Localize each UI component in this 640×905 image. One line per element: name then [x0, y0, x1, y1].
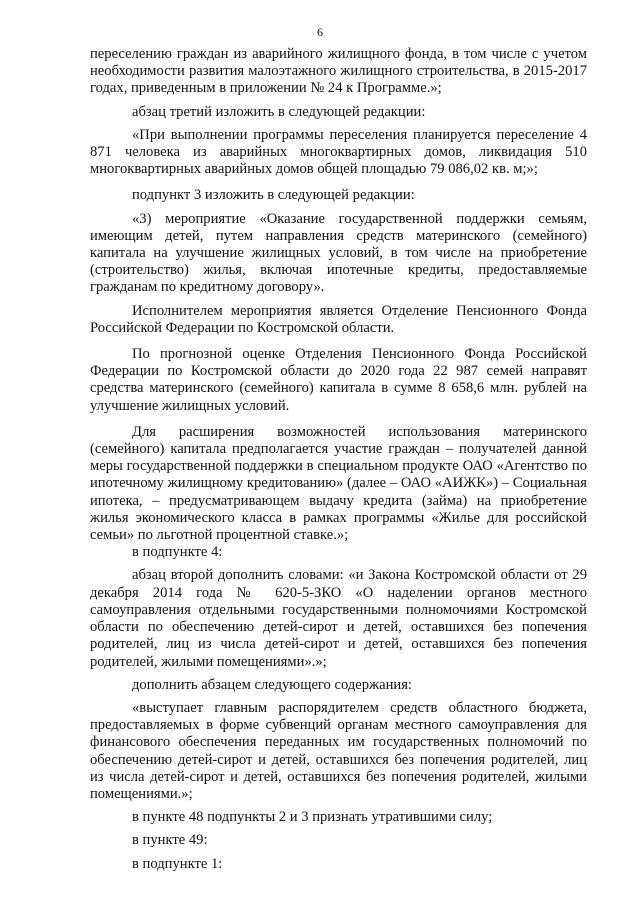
paragraph-11: дополнить абзацем следующего содержания:: [132, 676, 412, 693]
paragraph-6: Исполнителем мероприятия является Отделение Пенсионного Фонда Российской Федерации по Костромской области.: [90, 302, 587, 336]
paragraph-10: абзац второй дополнить словами: «и Закона Костромской области от 29 декабря 2014 года № 620-5-ЗКО «О наделении органов местного самоуправления отдельными государственными полномочиями Костромской области по обеспечению детей-сирот и детей, оставшихся без попечения родителей, лиц из числа детей-сирот и детей, оставшихся без попечения родителей, жилыми помещениями».»;: [90, 567, 587, 670]
paragraph-5: «3) мероприятие «Оказание государственной поддержки семьям, имеющим детей, путем направления средств материнского (семейного) капитала на улучшение жилищных условий, в том числе на приобретение (строительство) жилья, включая ипотечные кредиты, предоставляемые гражданам по кредитному договору».: [90, 210, 587, 296]
paragraph-3: «При выполнении программы переселения планируется переселение 4 871 человека из аварийных многоквартирных домов, ликвидация 510 многоквартирных аварийных домов общей площадью 79 086,02 кв. м;»;: [90, 126, 587, 178]
paragraph-9: в подпункте 4:: [132, 544, 223, 561]
paragraph-2: абзац третий изложить в следующей редакции:: [132, 103, 426, 120]
document-body: [90, 46, 587, 873]
page-number: 6: [317, 25, 323, 39]
paragraph-13: в пункте 48 подпункты 2 и 3 признать утратившими силу;: [132, 809, 493, 826]
paragraph-14: в пункте 49:: [132, 832, 208, 849]
paragraph-1: переселению граждан из аварийного жилищного фонда, в том числе с учетом необходимости развития малоэтажного жилищного строительства, в 2015-2017 годах, приведенным в приложении № 24 к Программе.»;: [90, 46, 587, 97]
paragraph-8: Для расширения возможностей использования материнского (семейного) капитала предполагается участие граждан – получателей данной меры государственной поддержки в специальном продукте ОАО «Агентство по ипотечному жилищному кредитованию» (далее – ОАО «АИЖК») – Социальная ипотека, – предусматривающем выдачу кредита (займа) на приобретение жилья экономического класса в рамках программы «Жилье для российской семьи» по льготной процентной ставке.»;: [90, 423, 587, 544]
paragraph-7: По прогнозной оценке Отделения Пенсионного Фонда Российской Федерации по Костромской области до 2020 года 22 987 семей направят средства материнского (семейного) капитала в сумме 8 658,6 млн. рублей на улучшение жилищных условий.: [90, 346, 587, 414]
paragraph-4: подпункт 3 изложить в следующей редакции:: [132, 187, 415, 204]
paragraph-15: в подпункте 1:: [132, 855, 223, 872]
paragraph-12: «выступает главным распорядителем средств областного бюджета, предоставляемых в форме субвенций органам местного самоуправления для финансового обеспечения переданных им государственных полномочий по обеспечению детей-сирот и детей, оставшихся без попечения родителей, лиц из числа детей-сирот и детей, оставшихся без попечения родителей, жилыми помещениями.»;: [90, 699, 587, 802]
